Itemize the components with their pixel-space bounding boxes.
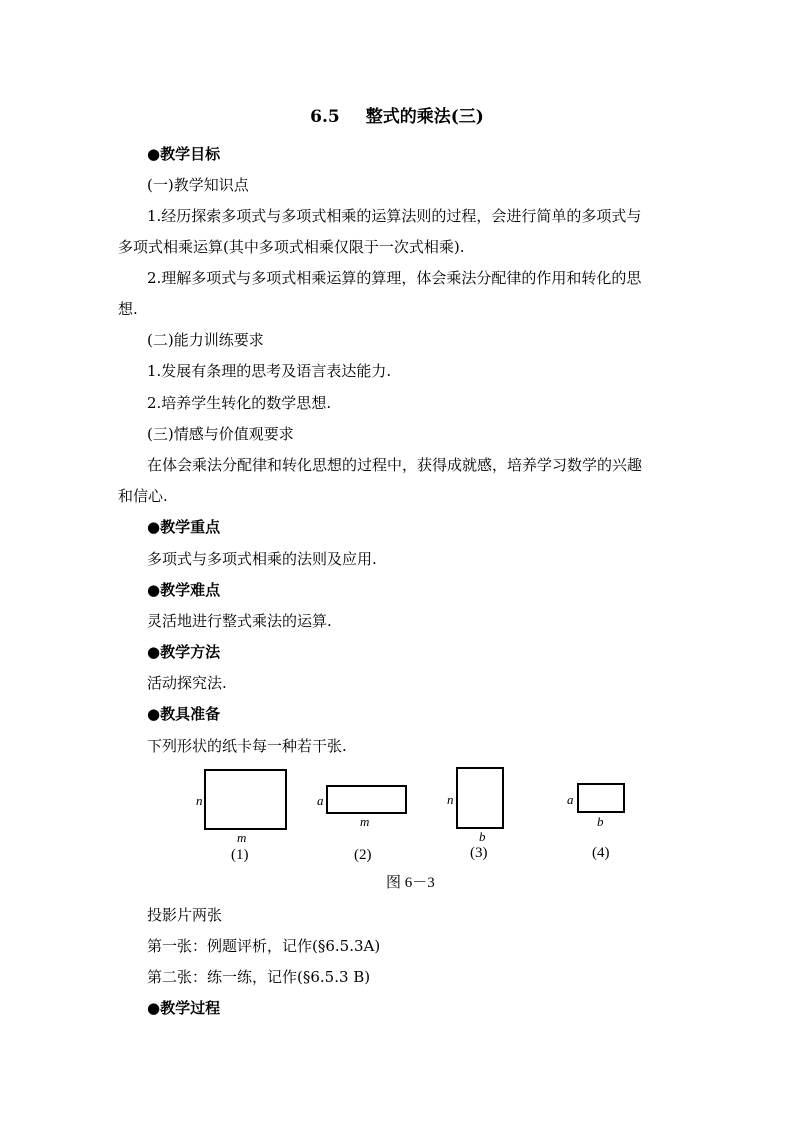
knowledge-heading: (一)教学知识点	[147, 176, 249, 194]
ability-2: 2.培养学生转化的数学思想.	[147, 394, 332, 412]
emotion-line-2: 和信心.	[118, 487, 168, 505]
card-4-side-label: a	[567, 792, 574, 807]
card-3-rect	[457, 768, 503, 828]
emotion-heading: (三)情感与价值观要求	[147, 425, 294, 443]
slides-text: 投影片两张	[147, 906, 223, 924]
section-title: 整式的乘法(三)	[365, 107, 484, 127]
card-1-rect	[205, 770, 286, 829]
card-1-side-label: n	[196, 793, 203, 808]
knowledge-1-line-1: 1.经历探索多项式与多项式相乘的运算法则的过程，会进行简单的多项式与	[147, 207, 642, 225]
difficulty-heading: ●教学难点	[147, 581, 221, 599]
knowledge-2-line-1: 2.理解多项式与多项式相乘运算的算理，体会乘法分配律的作用和转化的思	[147, 269, 642, 287]
method-text: 活动探究法.	[147, 674, 227, 692]
card-3-number: (3)	[470, 845, 488, 861]
card-1-bottom-label: m	[237, 830, 247, 845]
card-1-number: (1)	[231, 847, 249, 863]
knowledge-1-line-2: 多项式相乘运算(其中多项式相乘仅限于一次式相乘).	[118, 238, 465, 256]
card-2-bottom-label: m	[360, 814, 370, 829]
card-4-bottom-label: b	[597, 814, 604, 829]
card-3-side-label: n	[447, 792, 454, 807]
card-2-side-label: a	[317, 793, 324, 808]
goals-heading: ●教学目标	[147, 145, 221, 163]
paper-card-figure	[0, 760, 794, 895]
page-title	[0, 107, 794, 127]
knowledge-2-line-2: 想.	[118, 300, 138, 318]
card-2-rect	[327, 786, 406, 813]
difficulty-text: 灵活地进行整式乘法的运算.	[147, 612, 332, 630]
emotion-line-1: 在体会乘法分配律和转化思想的过程中，获得成就感，培养学习数学的兴趣	[147, 456, 643, 474]
ability-1: 1.发展有条理的思考及语言表达能力.	[147, 362, 392, 380]
section-number: 6.5	[310, 107, 340, 127]
method-heading: ●教学方法	[147, 643, 221, 661]
ability-heading: (二)能力训练要求	[147, 331, 264, 349]
process-heading: ●教学过程	[147, 999, 221, 1017]
key-text: 多项式与多项式相乘的法则及应用.	[147, 550, 377, 568]
tools-text: 下列形状的纸卡每一种若干张.	[147, 737, 347, 755]
figure-caption: 图 6－3	[386, 875, 435, 891]
card-3-bottom-label: b	[479, 829, 486, 844]
slide-1-text: 第一张：例题评析，记作(§6.5.3A)	[147, 937, 381, 955]
slide-2-text: 第二张：练一练，记作(§6.5.3 B)	[147, 968, 371, 986]
card-4-rect	[578, 784, 624, 812]
card-2-number: (2)	[354, 847, 372, 863]
tools-heading: ●教具准备	[147, 705, 221, 723]
card-4-number: (4)	[592, 845, 610, 861]
key-heading: ●教学重点	[147, 518, 221, 536]
